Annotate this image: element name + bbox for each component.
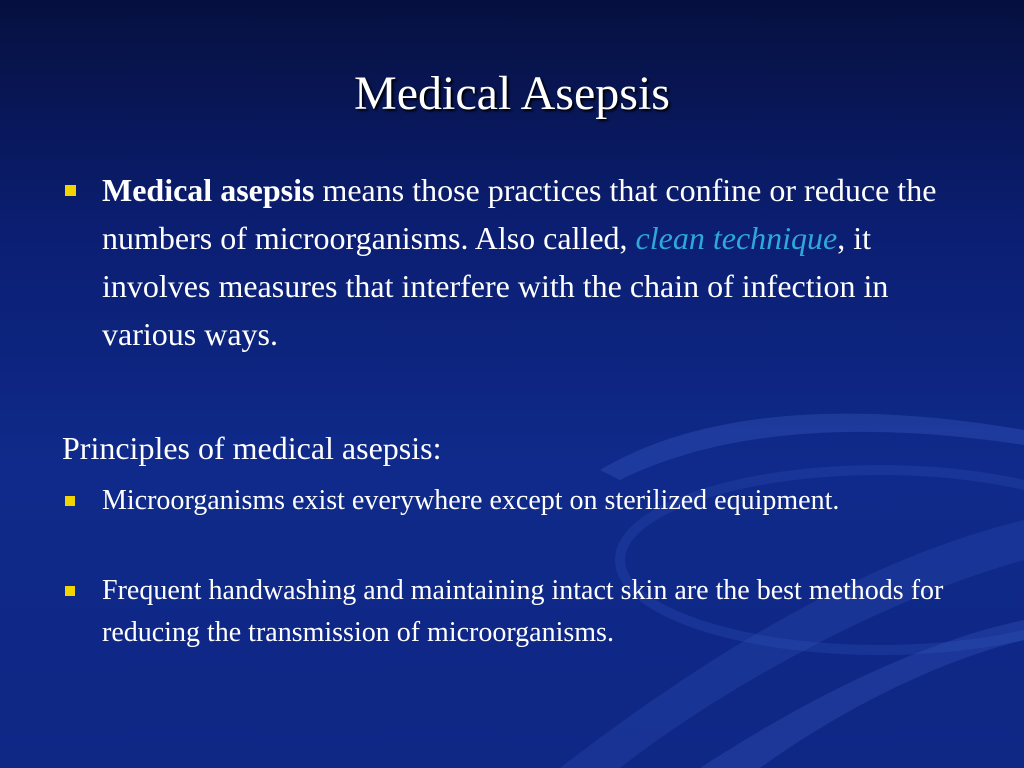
slide-title: Medical Asepsis [354, 67, 670, 120]
principle-text-2: Frequent handwashing and maintaining intact skin are the best methods for reducing the transmission of microorganisms. [102, 575, 944, 648]
definition-text-2: , it involves measures that interfere with the chain of infection in various ways. [102, 220, 889, 352]
principles-heading: Principles of medical asepsis: [62, 430, 442, 466]
definition-highlight: clean technique [635, 220, 838, 256]
square-bullet-icon [65, 586, 75, 596]
definition-term: Medical asepsis [102, 172, 315, 208]
square-bullet-icon [65, 185, 76, 196]
definition-text-1: means those practices that confine or reduce the numbers of microorganisms. Also called, [102, 172, 937, 256]
definition-bullet [62, 166, 982, 358]
principle-bullet-1 [62, 480, 982, 522]
principle-bullet-2 [62, 570, 982, 654]
square-bullet-icon [65, 496, 75, 506]
principle-text-1: Microorganisms exist everywhere except on sterilized equipment. [102, 485, 840, 516]
